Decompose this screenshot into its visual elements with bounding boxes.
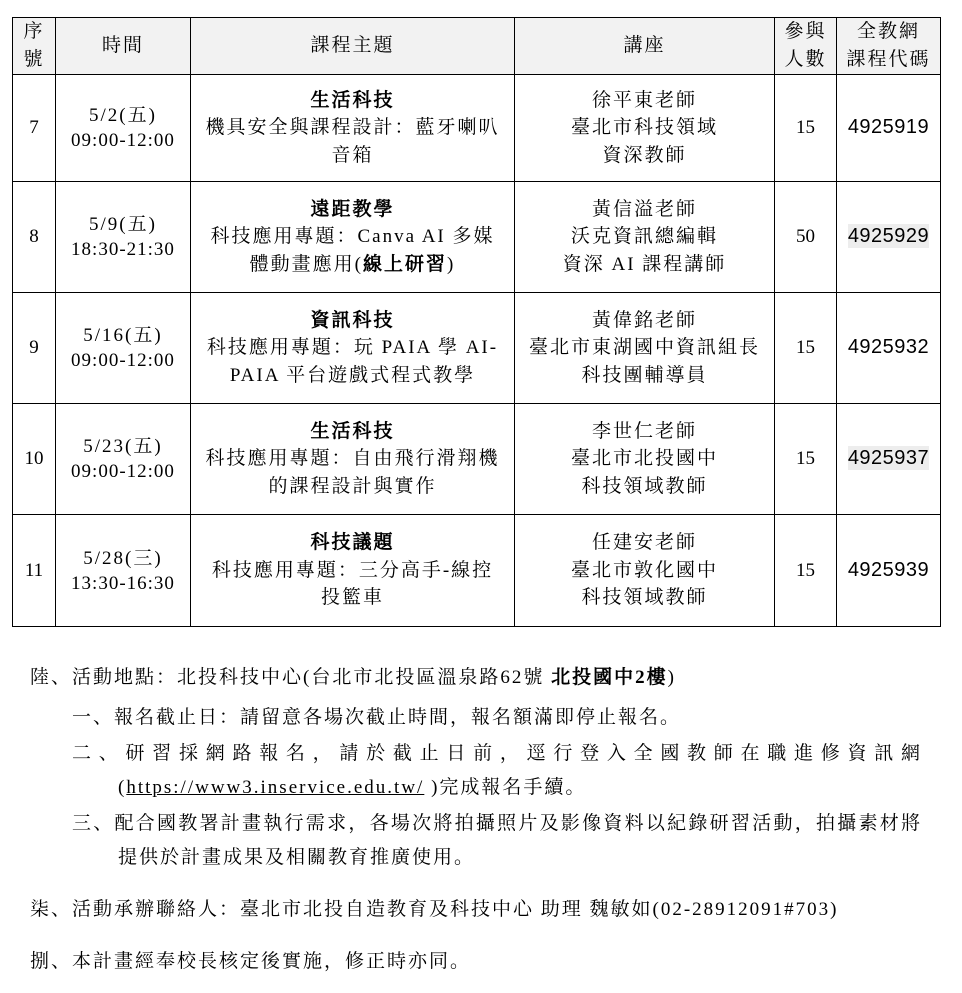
session-time-range: 09:00-12:00: [71, 130, 175, 151]
speaker-title: 沃克資訊總編輯: [570, 226, 718, 248]
serial-number: 7: [29, 117, 39, 139]
note-photography-continued: 提供於計畫成果及相關教育推廣使用。: [118, 847, 476, 868]
speaker-name: 李世仁老師: [591, 420, 697, 442]
participant-count: 15: [796, 448, 815, 470]
topic-line-text: 體動畫應用(: [249, 253, 363, 275]
registration-link[interactable]: https://www3.inservice.edu.tw/: [126, 777, 425, 798]
course-code: 4925937: [847, 447, 930, 470]
topic-line: 科技應用專題：三分高手-線控: [211, 559, 494, 581]
topic-emphasis-online: 線上研習: [362, 253, 447, 275]
header-serial-line: 序: [23, 21, 45, 42]
speaker-name: 任建安老師: [591, 532, 697, 554]
topic-line: 科技應用專題：玩 PAIA 學 AI-: [206, 337, 499, 359]
topic-category: 資訊科技: [310, 309, 395, 331]
topic-line: PAIA 平台遊戲式程式教學: [229, 364, 476, 386]
session-date: 5/9(五): [89, 214, 157, 235]
session-date: 5/23(五): [83, 436, 163, 457]
speaker-title: 臺北市北投國中: [570, 448, 718, 470]
cell-speaker: [515, 515, 775, 627]
speaker-title: 資深教師: [602, 144, 687, 166]
speaker-title: 資深 AI 課程講師: [562, 253, 727, 275]
session-time-range: 09:00-12:00: [71, 350, 175, 371]
cell-serial-number: [13, 75, 56, 182]
cell-participants: [775, 404, 837, 515]
registration-tail: )完成報名手續。: [424, 777, 587, 798]
cell-speaker: [515, 404, 775, 515]
speaker-name: 黃信溢老師: [591, 198, 697, 220]
header-course-topic: 課程主題: [191, 18, 515, 75]
course-code: 4925939: [847, 558, 930, 581]
topic-line: 音箱: [331, 144, 374, 166]
header-participants: [775, 18, 837, 75]
cell-course-topic: [191, 182, 515, 293]
location-emphasis: 北投國中2樓: [551, 667, 668, 688]
cell-participants: [775, 293, 837, 404]
topic-line: 科技應用專題：Canva AI 多媒: [210, 226, 495, 248]
session-time-range: 18:30-21:30: [71, 239, 175, 260]
approval-section: 捌、本計畫經奉校長核定後實施，修正時亦同。: [30, 951, 472, 972]
cell-course-code: [837, 515, 941, 627]
topic-line: 科技應用專題：自由飛行滑翔機: [205, 448, 500, 470]
header-course-code-line: 課程代碼: [846, 49, 931, 70]
contact-section: 柒、活動承辦聯絡人：臺北市北投自造教育及科技中心 助理 魏敏如(02-28912091#703): [30, 899, 839, 920]
session-date: 5/2(五): [89, 105, 157, 126]
table-row: [13, 404, 941, 515]
header-time: 時間: [56, 18, 191, 75]
serial-number: 9: [29, 337, 39, 359]
location-section: [30, 661, 676, 695]
session-time-range: 13:30-16:30: [71, 572, 175, 594]
speaker-title: 臺北市科技領域: [570, 117, 718, 139]
cell-course-code: [837, 75, 941, 182]
cell-speaker: [515, 293, 775, 404]
speaker-title: 科技領域教師: [581, 475, 708, 497]
cell-course-code: [837, 182, 941, 293]
cell-speaker: [515, 75, 775, 182]
course-schedule-table: [12, 17, 941, 627]
cell-course-code: [837, 293, 941, 404]
speaker-name: 徐平東老師: [591, 89, 697, 111]
serial-number: 10: [24, 448, 44, 470]
cell-course-topic: [191, 515, 515, 627]
topic-category: 生活科技: [310, 420, 395, 442]
table-header-row: [13, 18, 941, 75]
participant-count: 15: [796, 117, 815, 139]
speaker-title: 臺北市敦化國中: [570, 559, 718, 581]
course-code: 4925932: [847, 336, 930, 359]
header-serial-line: 號: [23, 49, 45, 70]
session-date: 5/16(五): [83, 325, 163, 346]
cell-time: [56, 404, 191, 515]
cell-time: [56, 182, 191, 293]
topic-line: [191, 251, 514, 279]
header-serial-number: [13, 18, 56, 75]
session-time-range: 09:00-12:00: [71, 461, 175, 482]
speaker-title: 臺北市東湖國中資訊組長: [528, 337, 760, 359]
note-online-registration-continued: [118, 771, 586, 805]
cell-speaker: [515, 182, 775, 293]
serial-number: 11: [24, 559, 44, 581]
topic-line: 機具安全與課程設計：藍牙喇叭: [205, 117, 500, 139]
topic-category: 生活科技: [310, 89, 395, 111]
cell-course-code: [837, 404, 941, 515]
location-tail: ): [667, 667, 676, 688]
topic-line: 投籃車: [320, 587, 384, 609]
header-course-code: [837, 18, 941, 75]
participant-count: 15: [796, 337, 815, 359]
cell-course-topic: [191, 293, 515, 404]
topic-category: 科技議題: [310, 532, 395, 554]
course-code: 4925919: [847, 116, 930, 139]
cell-time: [56, 75, 191, 182]
header-course-code-line: 全教網: [856, 21, 920, 42]
course-code: 4925929: [847, 225, 930, 248]
location-text: 陸、活動地點：北投科技中心(台北市北投區溫泉路62號: [30, 667, 552, 688]
participant-count: 15: [796, 559, 815, 581]
speaker-title: 科技領域教師: [581, 587, 708, 609]
header-speaker: 講座: [515, 18, 775, 75]
cell-serial-number: [13, 182, 56, 293]
cell-participants: [775, 75, 837, 182]
cell-serial-number: [13, 515, 56, 627]
note-online-registration: 二、研習採網路報名，請於截止日前，逕行登入全國教師在職進修資訊網: [72, 743, 920, 764]
cell-course-topic: [191, 404, 515, 515]
table-row: [13, 182, 941, 293]
speaker-name: 黃偉銘老師: [591, 309, 697, 331]
speaker-title: 科技團輔導員: [581, 364, 708, 386]
paren-open: (: [118, 777, 127, 798]
cell-serial-number: [13, 293, 56, 404]
cell-time: [56, 515, 191, 627]
cell-course-topic: [191, 75, 515, 182]
table-row: [13, 515, 941, 627]
header-participants-line: 參與: [784, 21, 827, 42]
topic-line: 的課程設計與實作: [268, 475, 437, 497]
table-row: [13, 293, 941, 404]
note-registration-deadline: 一、報名截止日：請留意各場次截止時間，報名額滿即停止報名。: [72, 707, 682, 728]
session-date: 5/28(三): [83, 547, 163, 569]
header-participants-line: 人數: [784, 49, 827, 70]
cell-participants: [775, 182, 837, 293]
table-row: [13, 75, 941, 182]
cell-serial-number: [13, 404, 56, 515]
topic-line-tail: ): [447, 253, 456, 275]
cell-participants: [775, 515, 837, 627]
serial-number: 8: [29, 226, 39, 248]
topic-category: 遠距教學: [310, 198, 395, 220]
cell-time: [56, 293, 191, 404]
participant-count: 50: [796, 226, 815, 248]
note-photography: 三、配合國教署計畫執行需求，各場次將拍攝照片及影像資料以紀錄研習活動，拍攝素材將: [72, 813, 920, 834]
